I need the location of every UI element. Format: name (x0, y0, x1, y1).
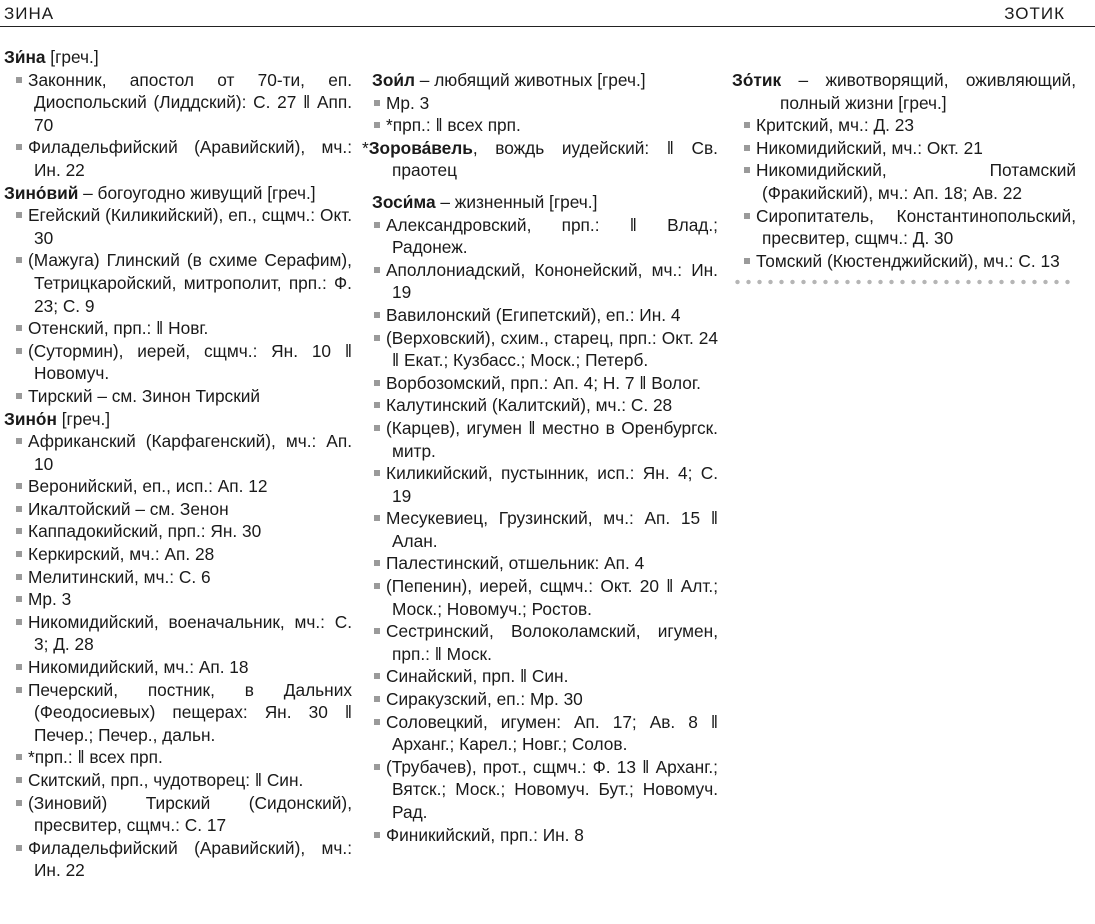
bullet-icon (16, 777, 22, 783)
bullet-icon (16, 845, 22, 851)
bullet-icon (744, 258, 750, 264)
entry-item: Каппадокийский, прп.: Ян. 30 (4, 520, 352, 543)
bullet-icon (374, 335, 380, 341)
entry-item: Никомидийский, мч.: Окт. 21 (732, 137, 1076, 160)
bullet-icon (374, 312, 380, 318)
entry-item: Печерский, постник, в Дальних (Феодосиевых) пещерах: Ян. 30 ‖ Печер.; Печер., дальн. (4, 679, 352, 747)
entry-item: (Сутормин), иерей, сщмч.: Ян. 10 ‖ Новомуч. (4, 340, 352, 385)
entry-item: Африканский (Карфагенский), мч.: Ап. 10 (4, 430, 352, 475)
entry-item: Никомидийский, Потамский (Фракийский), мч.: Ап. 18; Ав. 22 (732, 159, 1076, 204)
entry-item: (Карцев), игумен ‖ местно в Оренбургск. митр. (362, 417, 718, 462)
headword-zinon: Зино́н [греч.] (4, 408, 111, 429)
bullet-icon (374, 583, 380, 589)
bullet-icon (374, 515, 380, 521)
bullet-icon (16, 483, 22, 489)
bullet-icon (16, 325, 22, 331)
entry-item: Веронийский, еп., исп.: Ап. 12 (4, 475, 352, 498)
entry-item: (Пепенин), иерей, сщмч.: Окт. 20 ‖ Алт.; Моск.; Новомуч.; Ростов. (362, 575, 718, 620)
entry-item: Синайский, прп. ‖ Син. (362, 665, 718, 688)
bullet-icon (374, 470, 380, 476)
bullet-icon (16, 754, 22, 760)
bullet-icon (16, 438, 22, 444)
entry-item: Калутинский (Калитский), мч.: С. 28 (362, 394, 718, 417)
headword-zosima: Зоси́ма – жизненный [греч.] (372, 191, 598, 212)
entry-item: Егейский (Киликийский), еп., сщмч.: Окт. 30 (4, 204, 352, 249)
entry-item: Филадельфийский (Аравийский), мч.: Ин. 22 (4, 837, 352, 882)
entry-item: Соловецкий, игумен: Ап. 17; Ав. 8 ‖ Арханг.; Карел.; Новг.; Солов. (362, 711, 718, 756)
bullet-icon (16, 506, 22, 512)
bullet-icon (16, 574, 22, 580)
headword-zoil: Зои́л – любящий животных [греч.] (372, 70, 646, 90)
bullet-icon (16, 77, 22, 83)
bullet-icon (374, 122, 380, 128)
entry-item: Палестинский, отшельник: Ап. 4 (362, 552, 718, 575)
entry-item: Мр. 3 (362, 92, 718, 115)
entry-item: Сестринский, Волоколамский, игумен, прп.: ‖ Моск. (362, 620, 718, 665)
bullet-icon (374, 267, 380, 273)
bullet-icon (374, 425, 380, 431)
bullet-icon (16, 551, 22, 557)
bullet-icon (744, 167, 750, 173)
headword-zinoviy: Зино́вий – богоугодно живущий [греч.] (4, 182, 316, 203)
entry-item: Мр. 3 (4, 588, 352, 611)
bullet-icon (374, 100, 380, 106)
bullet-icon (744, 145, 750, 151)
entry-item: Ворбозомский, прп.: Ап. 4; Н. 7 ‖ Волог. (362, 372, 718, 395)
bullet-icon (16, 212, 22, 218)
bullet-icon (374, 696, 380, 702)
entry-item: Сиракузский, еп.: Мр. 30 (362, 688, 718, 711)
entry-item: (Мажуга) Глинский (в схиме Серафим), Тетрицкаройский, митрополит, прп.: Ф. 23; С. 9 (4, 249, 352, 317)
bullet-icon (16, 144, 22, 150)
bullet-icon (16, 687, 22, 693)
entry-item: Икалтойский – см. Зенон (4, 498, 352, 521)
header-right-word: ЗОТИК (1004, 4, 1065, 23)
entry-item: Скитский, прп., чудотворец: ‖ Син. (4, 769, 352, 792)
column-2 (362, 69, 718, 846)
entry-item: Финикийский, прп.: Ин. 8 (362, 824, 718, 847)
column-3 (732, 69, 1076, 286)
bullet-icon (16, 348, 22, 354)
entry-item: Никомидийский, мч.: Ап. 18 (4, 656, 352, 679)
bullet-icon (16, 800, 22, 806)
headword-zorovavel: *Зорова́вель, вождь иудейский: ‖ Св. праотец (362, 137, 718, 181)
bullet-icon (16, 393, 22, 399)
bullet-icon (16, 619, 22, 625)
bullet-icon (16, 664, 22, 670)
entry-item: *прп.: ‖ всех прп. (362, 114, 718, 137)
running-header (0, 0, 1095, 27)
bullet-icon (374, 832, 380, 838)
headword-zotik: Зо́тик – животворящий, оживляющий, полный жизни [греч.] (732, 70, 1076, 113)
bullet-icon (374, 764, 380, 770)
entry-item: Аполлониадский, Кононейский, мч.: Ин. 19 (362, 259, 718, 304)
entry-item: Законник, апостол от 70-ти, еп. Диоспольский (Лиддский): С. 27 ‖ Апп. 70 (4, 69, 352, 137)
bullet-icon (374, 222, 380, 228)
spacer (362, 182, 718, 191)
header-left-word: ЗИНА (4, 4, 55, 23)
entry-item: Критский, мч.: Д. 23 (732, 114, 1076, 137)
entry-item: Сиропитатель, Константинопольский, пресвитер, сщмч.: Д. 30 (732, 205, 1076, 250)
headword-zina: Зи́на [греч.] (4, 47, 99, 67)
entry-item: Киликийский, пустынник, исп.: Ян. 4; С. 19 (362, 462, 718, 507)
column-1 (4, 46, 352, 882)
entry-item: *прп.: ‖ всех прп. (4, 746, 352, 769)
entry-item: Тирский – см. Зинон Тирский (4, 385, 352, 408)
entry-item: (Зиновий) Тирский (Сидонский), пресвитер, сщмч.: С. 17 (4, 792, 352, 837)
dotted-separator (732, 278, 1076, 286)
entry-item: Отенский, прп.: ‖ Новг. (4, 317, 352, 340)
entry-item: Вавилонский (Египетский), еп.: Ин. 4 (362, 304, 718, 327)
bullet-icon (744, 213, 750, 219)
entry-item: Томский (Кюстенджийский), мч.: С. 13 (732, 250, 1076, 273)
entry-item: Мелитинский, мч.: С. 6 (4, 566, 352, 589)
entry-item: (Верховский), схим., старец, прп.: Окт. 24 ‖ Екат.; Кузбасс.; Моск.; Петерб. (362, 327, 718, 372)
bullet-icon (374, 719, 380, 725)
bullet-icon (16, 257, 22, 263)
entry-item: Филадельфийский (Аравийский), мч.: Ин. 22 (4, 136, 352, 181)
entry-item: Александровский, прп.: ‖ Влад.; Радонеж. (362, 214, 718, 259)
bullet-icon (744, 122, 750, 128)
entry-item: Керкирский, мч.: Ап. 28 (4, 543, 352, 566)
bullet-icon (374, 560, 380, 566)
bullet-icon (16, 528, 22, 534)
bullet-icon (374, 673, 380, 679)
bullet-icon (374, 402, 380, 408)
bullet-icon (374, 628, 380, 634)
bullet-icon (374, 380, 380, 386)
bullet-icon (16, 596, 22, 602)
entry-item: Месукевиец, Грузинский, мч.: Ап. 15 ‖ Алан. (362, 507, 718, 552)
entry-item: Никомидийский, военачальник, мч.: С. 3; Д. 28 (4, 611, 352, 656)
entry-item: (Трубачев), прот., сщмч.: Ф. 13 ‖ Арханг.; Вятск.; Моск.; Новомуч. Бут.; Новомуч. Рад. (362, 756, 718, 824)
